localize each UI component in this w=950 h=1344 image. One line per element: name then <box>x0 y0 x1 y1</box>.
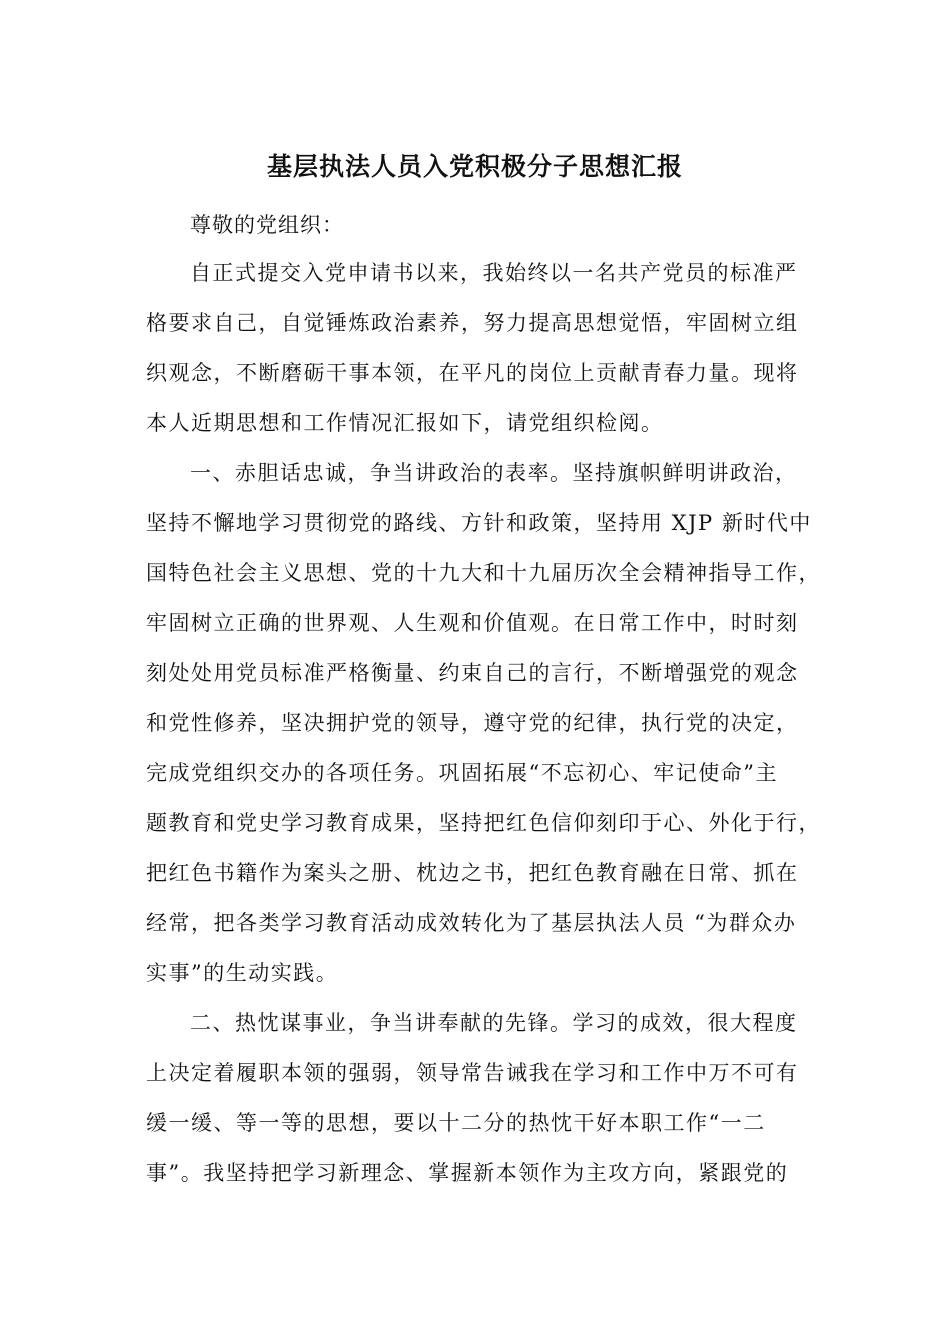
paragraph-line: 自正式提交入党申请书以来，我始终以一名共产党员的标准严 <box>190 261 798 285</box>
paragraph-line: 把红色书籍作为案头之册、枕边之书，把红色教育融在日常、抓在 <box>146 861 799 885</box>
paragraph-line: 事”。我坚持把学习新理念、掌握新本领作为主攻方向，紧跟党的 <box>146 1161 789 1185</box>
paragraph-line: 二、热忱谋事业，争当讲奉献的先锋。学习的成效，很大程度 <box>190 1011 798 1035</box>
paragraph-line: 一、赤胆话忠诚，争当讲政治的表率。坚持旗帜鲜明讲政治， <box>190 461 798 485</box>
document-title: 基层执法人员入党积极分子思想汇报 <box>266 152 683 181</box>
paragraph-line: 织观念，不断磨砺干事本领，在平凡的岗位上贡献青春力量。现将 <box>146 361 799 385</box>
paragraph-line: 国特色社会主义思想、党的十九大和十九届历次全会精神指导工作， <box>146 561 821 585</box>
paragraph-line: 经常，把各类学习教育活动成效转化为了基层执法人员 “为群众办 <box>146 911 797 935</box>
paragraph-line: 实事”的生动实践。 <box>146 961 339 985</box>
paragraph-line: 刻处处用党员标准严格衡量、约束自己的言行，不断增强党的观念 <box>146 661 799 685</box>
paragraph-line: 牢固树立正确的世界观、人生观和价值观。在日常工作中，时时刻 <box>146 611 799 635</box>
paragraph-line: 上决定着履职本领的强弱，领导常告诫我在学习和工作中万不可有 <box>146 1061 799 1085</box>
paragraph-line: 坚持不懈地学习贯彻党的路线、方针和政策，坚持用 XJP 新时代中 <box>146 511 812 535</box>
paragraph-line: 完成党组织交办的各项任务。巩固拓展“不忘初心、牢记使命”主 <box>146 761 778 785</box>
paragraph-line: 格要求自己，自觉锤炼政治素养，努力提高思想觉悟，牢固树立组 <box>146 311 799 335</box>
salutation: 尊敬的党组织： <box>190 213 344 237</box>
paragraph-line: 缓一缓、等一等的思想，要以十二分的热忱干好本职工作“一二 <box>146 1111 766 1135</box>
paragraph-line: 题教育和党史学习教育成果，坚持把红色信仰刻印于心、外化于行， <box>146 811 821 835</box>
paragraph-line: 和党性修养，坚决拥护党的领导，遵守党的纪律，执行党的决定， <box>146 711 799 735</box>
paragraph-line: 本人近期思想和工作情况汇报如下，请党组织检阅。 <box>146 411 664 435</box>
